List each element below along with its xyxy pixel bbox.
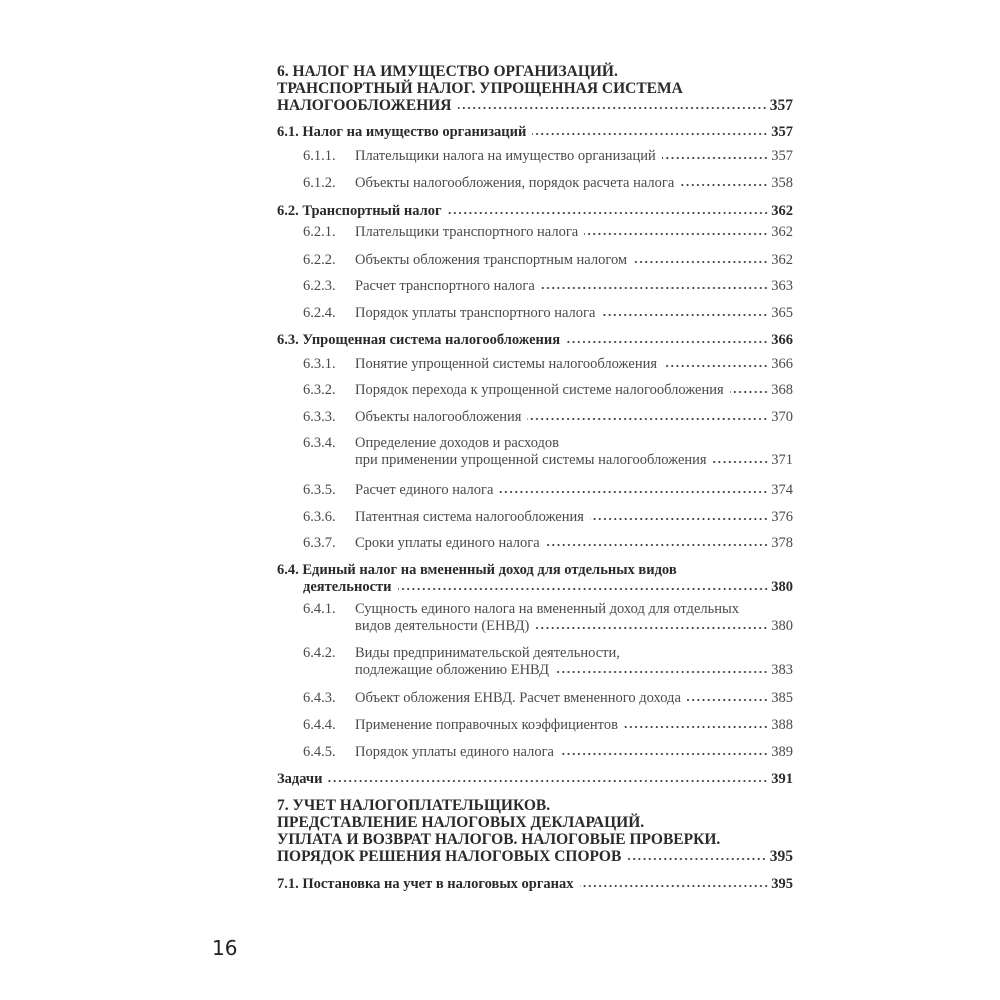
toc-entry-line (277, 771, 793, 788)
toc-entry-line (277, 175, 793, 192)
dot-leader (713, 460, 769, 464)
dot-leader (584, 232, 768, 236)
toc-entry-number: 6.1.2. (303, 175, 336, 191)
toc-entry-page: 383 (771, 662, 793, 678)
dot-leader (532, 132, 768, 136)
toc-entry-title: ПРЕДСТАВЛЕНИЕ НАЛОГОВЫХ ДЕКЛАРАЦИЙ. (277, 814, 645, 831)
toc-entry-sub[interactable] (277, 645, 793, 679)
dot-leader (535, 626, 768, 630)
toc-entry-title: подлежащие обложению ЕНВД (355, 662, 550, 678)
toc-entry-title: ТРАНСПОРТНЫЙ НАЛОГ. УПРОЩЕННАЯ СИСТЕМА (277, 80, 683, 97)
toc-entry-number: 6.1.1. (303, 148, 336, 164)
toc-entry-title: НАЛОГООБЛОЖЕНИЯ (277, 97, 452, 114)
toc-entry-page: 362 (771, 224, 793, 240)
toc-entry-title: Определение доходов и расходов (355, 435, 560, 451)
toc-entry-page: 388 (771, 717, 793, 733)
dot-leader (499, 490, 768, 494)
toc-entry-title: Применение поправочных коэффициентов (355, 717, 618, 733)
toc-entry-page: 366 (771, 332, 793, 348)
toc-entry-title: Объекты налогообложения, порядок расчета налога (355, 175, 675, 191)
dot-leader (398, 587, 769, 591)
toc-entry-number: 6.2.2. (303, 252, 336, 268)
toc-entry-title: 6. НАЛОГ НА ИМУЩЕСТВО ОРГАНИЗАЦИЙ. (277, 63, 618, 80)
toc-entry-page: 370 (771, 409, 793, 425)
toc-entry-line (277, 662, 793, 679)
toc-entry-number: 6.3.2. (303, 382, 336, 398)
toc-entry-line (277, 278, 793, 295)
toc-entry-line (277, 831, 793, 848)
toc-entry-number: 6.3.7. (303, 535, 336, 551)
toc-entry-title: Порядок уплаты транспортного налога (355, 305, 596, 321)
toc-entry-page: 358 (771, 175, 793, 191)
toc-entry-page: 371 (771, 452, 793, 468)
dot-leader (541, 286, 768, 290)
toc-entry-title: 7. УЧЕТ НАЛОГОПЛАТЕЛЬЩИКОВ. (277, 797, 551, 814)
toc-entry-sub[interactable] (277, 690, 793, 707)
toc-entry-line (277, 80, 793, 97)
toc-entry-section[interactable] (277, 332, 793, 349)
dot-leader (328, 779, 768, 783)
toc-entry-page: 380 (771, 618, 793, 634)
toc-entry-chapter[interactable] (277, 797, 793, 865)
toc-entry-title: Порядок уплаты единого налога (355, 744, 554, 760)
toc-entry-sub[interactable] (277, 356, 793, 373)
toc-entry-page: 374 (771, 482, 793, 498)
toc-entry-sub[interactable] (277, 148, 793, 165)
dot-leader (680, 183, 768, 187)
toc-entry-page: 357 (769, 97, 793, 114)
dot-leader (546, 543, 769, 547)
toc-entry-sub[interactable] (277, 535, 793, 552)
toc-entry-page: 357 (771, 124, 793, 140)
toc-entry-title: деятельности (303, 579, 392, 595)
toc-entry-line (277, 224, 793, 241)
dot-leader (633, 260, 768, 264)
toc-entry-sub[interactable] (277, 409, 793, 426)
toc-entry-page: 362 (771, 252, 793, 268)
toc-entry-line (277, 645, 793, 662)
toc-entry-page: 376 (771, 509, 793, 525)
toc-entry-page: 357 (771, 148, 793, 164)
toc-entry-page: 363 (771, 278, 793, 294)
toc-entry-line (277, 305, 793, 322)
toc-entry-sub[interactable] (277, 278, 793, 295)
toc-entry-line (277, 509, 793, 526)
toc-entry-page: 365 (771, 305, 793, 321)
toc-entry-title: Сроки уплаты единого налога (355, 535, 540, 551)
toc-entry-line (277, 203, 793, 220)
toc-entry-line (277, 690, 793, 707)
toc-entry-title: Виды предпринимательской деятельности, (355, 645, 620, 661)
toc-entry-line (277, 601, 793, 618)
toc-entry-sub[interactable] (277, 382, 793, 399)
toc-entry-sub[interactable] (277, 601, 793, 635)
toc-entry-page: 389 (771, 744, 793, 760)
toc-entry-sub[interactable] (277, 175, 793, 192)
toc-entry-section[interactable] (277, 771, 793, 788)
toc-entry-line (277, 797, 793, 814)
dot-leader (566, 340, 768, 344)
toc-entry-line (277, 562, 793, 579)
dot-leader (560, 752, 768, 756)
toc-entry-section[interactable] (277, 562, 793, 596)
dot-leader (458, 106, 767, 110)
toc-entry-number: 6.3.4. (303, 435, 336, 451)
toc-entry-title: Плательщики налога на имущество организаций (355, 148, 656, 164)
toc-entry-section[interactable] (277, 124, 793, 141)
toc-entry-title: Расчет транспортного налога (355, 278, 535, 294)
toc-entry-line (277, 452, 793, 469)
toc-entry-line (277, 332, 793, 349)
toc-entry-number: 6.4.3. (303, 690, 336, 706)
toc-entry-line (277, 535, 793, 552)
toc-entry-title: Объект обложения ЕНВД. Расчет вмененного дохода (355, 690, 681, 706)
dot-leader (580, 884, 769, 888)
toc-entry-page: 395 (771, 876, 793, 892)
toc-entry-line (277, 124, 793, 141)
dot-leader (624, 725, 768, 729)
toc-entry-sub[interactable] (277, 224, 793, 241)
toc-entry-title: 6.2. Транспортный налог (277, 203, 442, 219)
dot-leader (687, 698, 768, 702)
toc-entry-title: Плательщики транспортного налога (355, 224, 579, 240)
toc-entry-line (277, 409, 793, 426)
toc-entry-chapter[interactable] (277, 63, 793, 114)
toc-entry-line (277, 382, 793, 399)
toc-entry-title: Объекты обложения транспортным налогом (355, 252, 628, 268)
toc-entry-sub[interactable] (277, 305, 793, 322)
toc-entry-title: ПОРЯДОК РЕШЕНИЯ НАЛОГОВЫХ СПОРОВ (277, 848, 622, 865)
toc-entry-title: Задачи (277, 771, 323, 787)
toc-entry-line (277, 252, 793, 269)
toc-entry-title: 6.4. Единый налог на вмененный доход для отдельных видов (277, 562, 677, 578)
toc-entry-line (277, 744, 793, 761)
dot-leader (662, 156, 768, 160)
toc-entry-number: 6.3.5. (303, 482, 336, 498)
toc-entry-section[interactable] (277, 876, 793, 893)
toc-entry-line (277, 717, 793, 734)
toc-entry-number: 6.4.1. (303, 601, 336, 617)
toc-entry-number: 6.4.4. (303, 717, 336, 733)
dot-leader (627, 857, 766, 861)
toc-entry-sub[interactable] (277, 435, 793, 469)
toc-entry-title: 6.3. Упрощенная система налогообложения (277, 332, 561, 348)
toc-entry-line (277, 148, 793, 165)
toc-entry-title: Объекты налогообложения (355, 409, 522, 425)
toc-entry-sub[interactable] (277, 509, 793, 526)
toc-entry-title: при применении упрощенной системы налогообложения (355, 452, 707, 468)
dot-leader (730, 390, 769, 394)
toc-entry-line (277, 814, 793, 831)
toc-entry-page: 378 (771, 535, 793, 551)
toc-entry-title: Сущность единого налога на вмененный доход для отдельных (355, 601, 739, 617)
dot-leader (555, 670, 768, 674)
toc-entry-number: 6.4.2. (303, 645, 336, 661)
toc-entry-title: 7.1. Постановка на учет в налоговых органах (277, 876, 574, 892)
toc-entry-title: Порядок перехода к упрощенной системе налогообложения (355, 382, 724, 398)
toc-entry-title: Расчет единого налога (355, 482, 494, 498)
toc-entry-number: 6.3.3. (303, 409, 336, 425)
toc-entry-sub[interactable] (277, 717, 793, 734)
toc-entry-number: 6.3.6. (303, 509, 336, 525)
toc-entry-number: 6.4.5. (303, 744, 336, 760)
toc-entry-title: видов деятельности (ЕНВД) (355, 618, 530, 634)
toc-entry-line (277, 435, 793, 452)
toc-entry-page: 368 (771, 382, 793, 398)
toc-entry-section[interactable] (277, 203, 793, 220)
dot-leader (448, 211, 769, 215)
toc-entry-line (277, 356, 793, 373)
toc-entry-sub[interactable] (277, 252, 793, 269)
toc-entry-page: 385 (771, 690, 793, 706)
toc-entry-page: 395 (769, 848, 793, 865)
toc-entry-number: 6.2.1. (303, 224, 336, 240)
toc-entry-line (277, 848, 793, 865)
toc-entry-number: 6.3.1. (303, 356, 336, 372)
page-number: 16 (212, 936, 238, 960)
toc-entry-title: Понятие упрощенной системы налогообложения (355, 356, 658, 372)
toc-entry-line (277, 63, 793, 80)
toc-entry-title: УПЛАТА И ВОЗВРАТ НАЛОГОВ. НАЛОГОВЫЕ ПРОВЕРКИ. (277, 831, 721, 848)
dot-leader (663, 364, 768, 368)
toc-entry-line (277, 876, 793, 893)
toc-entry-number: 6.2.3. (303, 278, 336, 294)
toc-entry-title: 6.1. Налог на имущество организаций (277, 124, 527, 140)
toc-entry-line (277, 482, 793, 499)
toc-entry-title: Патентная система налогообложения (355, 509, 584, 525)
toc-entry-line (277, 579, 793, 596)
toc-entry-page: 391 (771, 771, 793, 787)
dot-leader (590, 517, 768, 521)
toc-entry-page: 362 (771, 203, 793, 219)
toc-entry-number: 6.2.4. (303, 305, 336, 321)
toc-entry-line (277, 97, 793, 114)
toc-entry-page: 380 (771, 579, 793, 595)
dot-leader (527, 417, 768, 421)
dot-leader (601, 313, 768, 317)
toc-entry-sub[interactable] (277, 482, 793, 499)
toc-entry-sub[interactable] (277, 744, 793, 761)
toc-entry-page: 366 (771, 356, 793, 372)
toc-entry-line (277, 618, 793, 635)
